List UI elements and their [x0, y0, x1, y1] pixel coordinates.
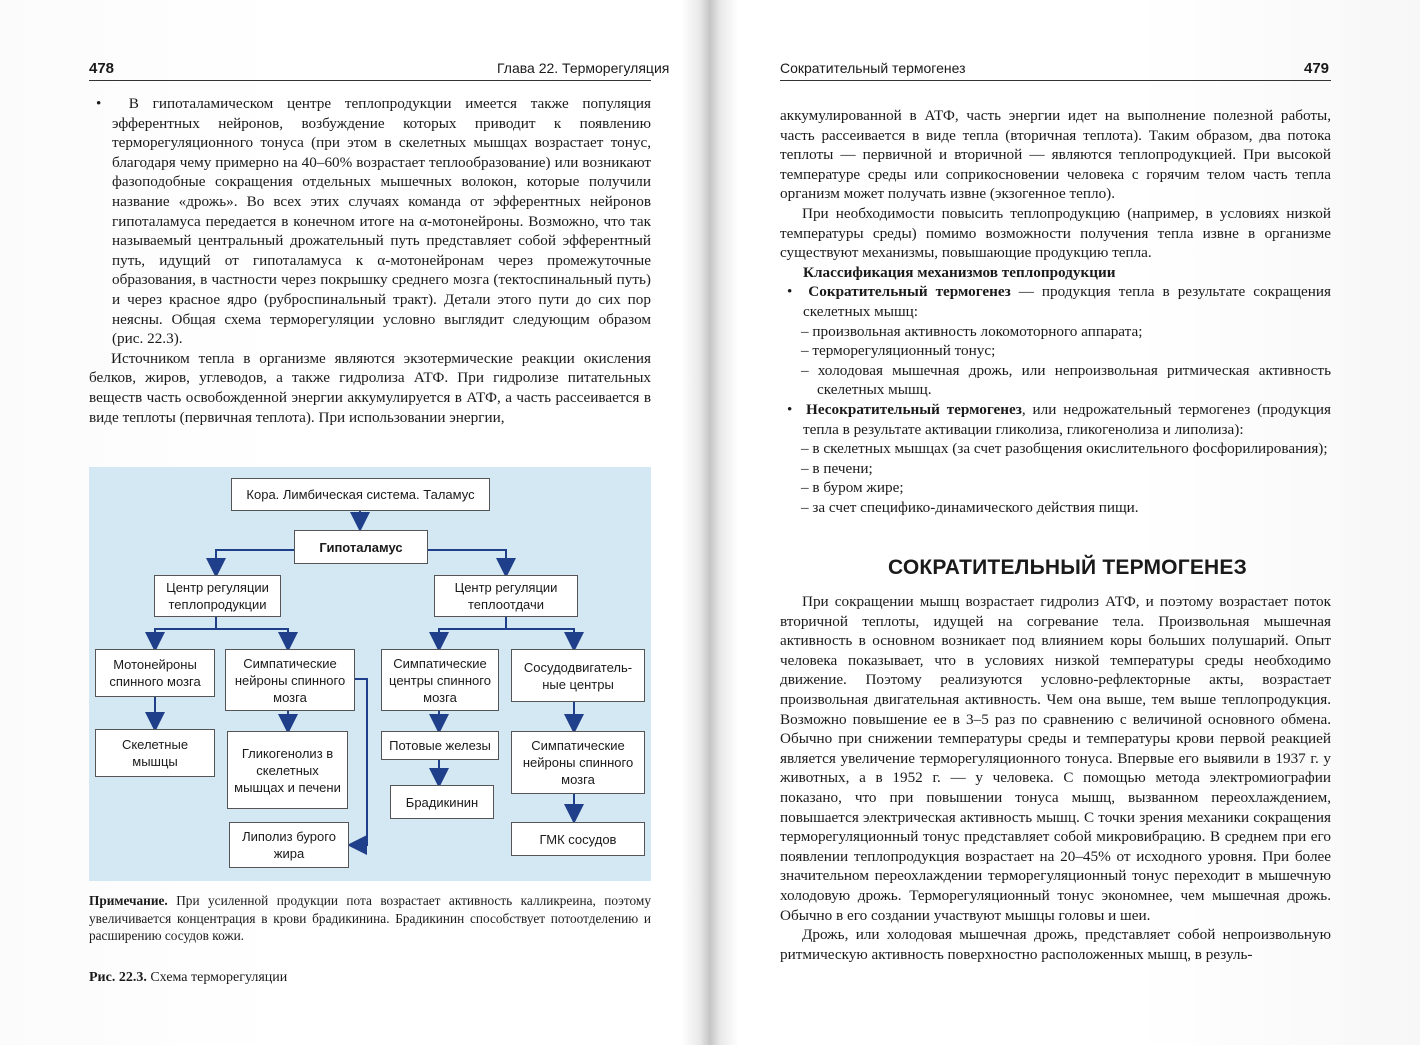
left-page-number: 478 — [89, 60, 115, 77]
left-running-head: Глава 22. Терморегуляция — [497, 60, 670, 76]
left-text-block — [89, 94, 651, 427]
bullet-contractile: • Сократительный термогенез — продукция тепла в результате сокращения скелетных мышц: — [787, 283, 1331, 320]
list-item: – в буром жире; — [801, 479, 904, 497]
left-header-rule — [89, 80, 651, 81]
bullet-paragraph: • В гипоталамическом центре теплопродукции имеется также популяция эфферентных нейронов, возбуждение которых приводит к появлению терморегуляционного тонуса (при этом в скелетных мышцах возрастает тонус, благодаря чему примерно на 40–60% возрастает теплообразование) или возникают фазоподобные сокращения отдельных мышечных волокон, которые получили название «дрожь». Во всех этих случаях команда от эфферентных нейронов гипоталамуса передается в конечном итоге на α-мотонейроны. Возможно, что так называемый центральный дрожательный путь представляет собой эфферентный путь, идущий от гипоталамуса к α-мотонейронам через промежуточные образования, в частности через покрышку среднего мозга (тектоспинальный путь) и через красное ядро (руброспинальный тракт). Детали этого пути до сих пор неясны. Общая схема терморегуляции условно выглядит следующим образом (рис. 22.3). — [96, 95, 651, 348]
classification-heading: Классификация механизмов теплопродукции — [803, 263, 1116, 281]
heat-production-center-box: Центр регуляции теплопродукции — [154, 575, 281, 617]
sweat-glands-box: Потовые железы — [381, 731, 499, 760]
vascular-smooth-muscle-box: ГМК сосудов — [511, 822, 645, 856]
hypothalamus-box: Гипоталамус — [294, 530, 428, 564]
list-item: – холодовая мышечная дрожь, или непроизвольная ритмическая активность скелетных мышц. — [801, 361, 1331, 399]
paragraph: При необходимости повысить теплопродукцию (например, в условиях низкой температуры среды) помимо возможности получения тепла извне в организме существуют механизмы, повышающие продукцию тепла. — [780, 204, 1331, 262]
thermoregulation-diagram — [89, 467, 651, 881]
right-text-block-top — [780, 106, 1331, 517]
paragraph: При сокращении мышц возрастает гидролиз АТФ, и поэтому возрастает поток вторичной теплоты, идущей на согревание тела. Произвольная мышечная активность в основном возникает под влиянием коры больших полушарий. Опыт человека показывает, что в условиях низкой температуры среды необходимо движение. Поэтому реализуются условно-рефлекторные акты, возрастает произвольная двигательная активность. Чем она выше, тем выше теплопродукция. Возможно повышение ее в 3–5 раз по сравнению с величиной основного обмена. Обычно при снижении температуры среды и температуры крови первой реакцией является увеличение терморегуляционного тонуса. Впервые его выявили в 1937 г. у животных, а в 1952 г. — у человека. С помощью метода электромиографии показано, что при повышении тонуса мышц, вызванном переохлаждением, повышается электрическая активность мышц. С точки зрения механики сокращения терморегуляционный тонус представляет собой микровибрацию. В среднем при его появлении теплопродукция возрастает на 20–45% от исходного уровня. При более значительном переохлаждении терморегуляционный тонус переходит в мышечную холодовую дрожь. Терморегуляционный тонус экономнее, чем мышечная дрожь. Обычно в его создании участвуют мышцы головы и шеи. — [780, 593, 1331, 924]
right-page-number: 479 — [1304, 60, 1330, 77]
glycogenolysis-box: Гликогенолиз в скелетных мышцах и печени — [227, 731, 348, 809]
section-heading: СОКРАТИТЕЛЬНЫЙ ТЕРМОГЕНЕЗ — [888, 556, 1247, 579]
skeletal-muscles-box: Скелетные мышцы — [95, 729, 215, 777]
motoneurons-box: Мотонейроны спинного мозга — [95, 649, 215, 697]
left-page — [0, 0, 705, 1045]
bullet-noncontractile: • Несократительный термогенез, или недрожательный термогенез (продукция тепла в результате активации гликолиза, гликогенолиза и липолиза): — [787, 400, 1331, 438]
figure-caption: Рис. 22.3. Схема терморегуляции — [89, 970, 288, 985]
heat-loss-center-box: Центр регуляции теплоотдачи — [434, 575, 578, 617]
list-item: – терморегуляционный тонус; — [801, 342, 996, 360]
sympathetic-neurons-left-box: Симпатические нейроны спинного мозга — [225, 649, 355, 711]
brown-fat-lipolysis-box: Липолиз бурого жира — [229, 822, 349, 868]
paragraph: Дрожь, или холодовая мышечная дрожь, представляет собой непроизвольную ритмическую активность поверхностно расположенных мышц, в резуль- — [780, 926, 1331, 963]
list-item: – за счет специфико-динамического действия пищи. — [801, 498, 1139, 516]
paragraph: аккумулированной в АТФ, часть энергии идет на выполнение полезной работы, часть рассеивается в виде тепла (вторичная теплота). Таким образом, два потока теплоты — первичной и вторичной — являются теплопродукцией. При высокой температуре среды или соприкосновении человека с горячим телом часть тепла организм может получать извне (экзогенное тепло). — [780, 107, 1331, 203]
right-running-head: Сократительный термогенез — [780, 60, 966, 76]
right-text-block-bottom — [780, 592, 1331, 964]
figure-note: Примечание. При усиленной продукции пота возрастает активность калликреина, поэтому увеличивается концентрация в крови брадикинина. Брадикинин способствует потоотделению и расширению сосудов кожи. — [89, 893, 651, 943]
list-item: – в печени; — [801, 459, 873, 477]
sympathetic-centers-box: Симпатические центры спинного мозга — [381, 649, 499, 711]
paragraph: Источником тепла в организме являются экзотермические реакции окисления белков, жиров, углеводов, а также гидролиза АТФ. При гидролизе питательных веществ часть освобожденной энергии аккумулируется в АТФ, а часть рассеивается в виде теплоты (первичная теплота). При использовании энергии, — [89, 349, 651, 426]
list-item: – в скелетных мышцах (за счет разобщения окислительного фосфорилирования); — [801, 440, 1328, 458]
sympathetic-neurons-right-box: Симпатические нейроны спинного мозга — [511, 731, 645, 794]
cortex-limbic-box: Кора. Лимбическая система. Таламус — [231, 478, 490, 511]
list-item: – произвольная активность локомоторного аппарата; — [801, 322, 1143, 340]
vasomotor-centers-box: Сосудодвигатель-ные центры — [511, 649, 645, 702]
bradykinin-box: Брадикинин — [390, 785, 494, 819]
right-header-rule — [780, 80, 1331, 81]
